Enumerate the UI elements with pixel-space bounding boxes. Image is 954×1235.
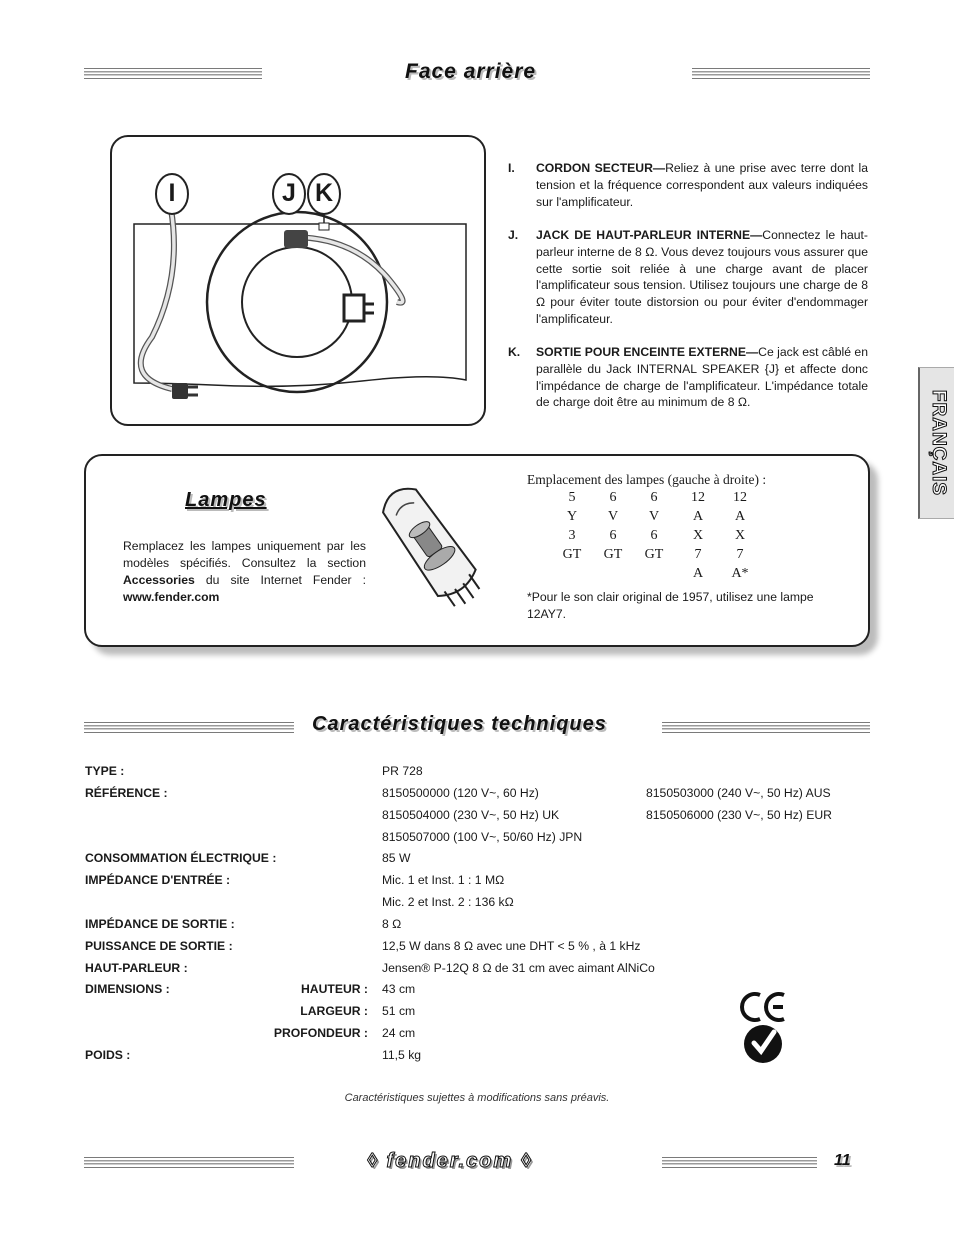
spec-ref-1: 8150500000 (120 V~, 60 Hz) — [382, 786, 539, 800]
header-rule-right — [692, 68, 870, 79]
spec-weight-label: POIDS : — [85, 1048, 131, 1062]
language-tab: FRANÇAIS — [918, 367, 954, 519]
spec-power-value: 85 W — [382, 851, 411, 865]
callout-i: I — [168, 179, 176, 207]
item-internal-speaker-jack: J. JACK DE HAUT-PARLEUR INTERNE—Connectez le haut-parleur interne de 8 Ω. Vous devez toujours vous assurer que cette sortie soit reliée à une charge avant de placer l'amplificateur sous tension. Utilisez toujours une charge de 8 Ω pour éviter toute distorsion ou pour éviter d'endommager l'amplificateur. — [508, 228, 868, 326]
callout-k: K — [314, 179, 334, 207]
spec-power-label: CONSOMMATION ÉLECTRIQUE : — [85, 851, 277, 865]
lampes-title: Lampes — [185, 489, 267, 511]
spec-ref-5: 8150507000 (100 V~, 50/60 Hz) JPN — [382, 830, 583, 844]
header-rule-left — [84, 68, 262, 79]
spec-speaker-label: HAUT-PARLEUR : — [85, 961, 188, 975]
spec-ref-3: 8150504000 (230 V~, 50 Hz) UK — [382, 808, 560, 822]
specs-rule-left — [84, 722, 294, 733]
tube-col-5: 12 A X 7 A* — [731, 490, 749, 581]
rear-panel-diagram — [110, 135, 486, 426]
spec-height-value: 43 cm — [382, 982, 416, 996]
lamp-placement-title: Emplacement des lampes (gauche à droite) : — [527, 472, 767, 487]
fender-link[interactable]: www.fender.com — [123, 590, 220, 604]
footer-brand: ◊ fender.com ◊ — [367, 1150, 533, 1172]
speaker-jack-plug — [284, 230, 308, 248]
spec-height-label: HAUTEUR : — [300, 982, 368, 996]
page-number: 11 — [834, 1152, 851, 1169]
tube-col-3: 6 V 6 GT — [644, 490, 664, 562]
lamp-footnote: *Pour le son clair original de 1957, utilisez une lampe 12AY7. — [527, 590, 814, 621]
specs-title: Caractéristiques techniques — [312, 713, 607, 735]
tube-col-4: 12 A X 7 A — [691, 490, 705, 581]
power-plug — [172, 383, 188, 399]
spec-depth-value: 24 cm — [382, 1026, 416, 1040]
ce-mark-logo — [740, 991, 788, 1023]
spec-output-power-label: PUISSANCE DE SORTIE : — [85, 939, 233, 953]
page-title: Face arrière — [405, 60, 537, 83]
item-power-cord: I. CORDON SECTEUR—Reliez à une prise avec terre dont la tension et la fréquence correspondent aux valeurs indiquées sur l'amplificateur. — [508, 161, 868, 209]
spec-depth-label: PROFONDEUR : — [273, 1026, 368, 1040]
spec-input-impedance-2: Mic. 2 et Inst. 2 : 136 kΩ — [382, 895, 514, 909]
spec-output-power-value: 12,5 W dans 8 Ω avec une DHT < 5 % , à 1 kHz — [382, 939, 641, 953]
spec-speaker-value: Jensen® P-12Q 8 Ω de 31 cm avec aimant AlNiCo — [382, 961, 655, 975]
spec-input-impedance-label: IMPÉDANCE D'ENTRÉE : — [85, 873, 231, 887]
spec-ref-4: 8150506000 (230 V~, 50 Hz) EUR — [646, 808, 832, 822]
spec-input-impedance-1: Mic. 1 et Inst. 1 : 1 MΩ — [382, 873, 505, 887]
spec-width-label: LARGEUR : — [300, 1004, 368, 1018]
item-external-speaker-out: K. SORTIE POUR ENCEINTE EXTERNE—Ce jack est câblé en parallèle du Jack INTERNAL SPEAKER {J} et affecte donc l'impédance de charge de l'amplificateur. L'impédance totale de charge doit être au minimum de 8 Ω. — [508, 345, 868, 410]
tube-col-1: 5 Y 3 GT — [562, 490, 582, 562]
lampes-description: Remplacez les lampes uniquement par les modèles spécifiés. Consultez la section Accessories du site Internet Fender : www.fender.com — [123, 539, 366, 604]
footer-rule-left — [84, 1157, 294, 1168]
specs-disclaimer: Caractéristiques sujettes à modifications sans préavis. — [344, 1092, 610, 1104]
callout-j: J — [282, 179, 296, 207]
spec-width-value: 51 cm — [382, 1004, 416, 1018]
tube-col-2: 6 V 6 GT — [603, 490, 623, 562]
footer-rule-right — [662, 1157, 817, 1168]
spec-dimensions-label: DIMENSIONS : — [85, 982, 170, 996]
spec-ref-label: RÉFÉRENCE : — [85, 786, 168, 800]
specs-rule-right — [662, 722, 870, 733]
c-tick-mark-logo — [742, 1024, 786, 1064]
speaker-magnet — [242, 247, 352, 357]
vacuum-tube-illustration — [376, 471, 486, 621]
spec-weight-value: 11,5 kg — [382, 1048, 422, 1062]
spec-ref-2: 8150503000 (240 V~, 50 Hz) AUS — [646, 786, 831, 800]
spec-output-impedance-label: IMPÉDANCE DE SORTIE : — [85, 917, 235, 931]
spec-type-value: PR 728 — [382, 764, 423, 778]
spec-type-label: TYPE : — [85, 764, 125, 778]
spec-output-impedance-value: 8 Ω — [382, 917, 402, 931]
